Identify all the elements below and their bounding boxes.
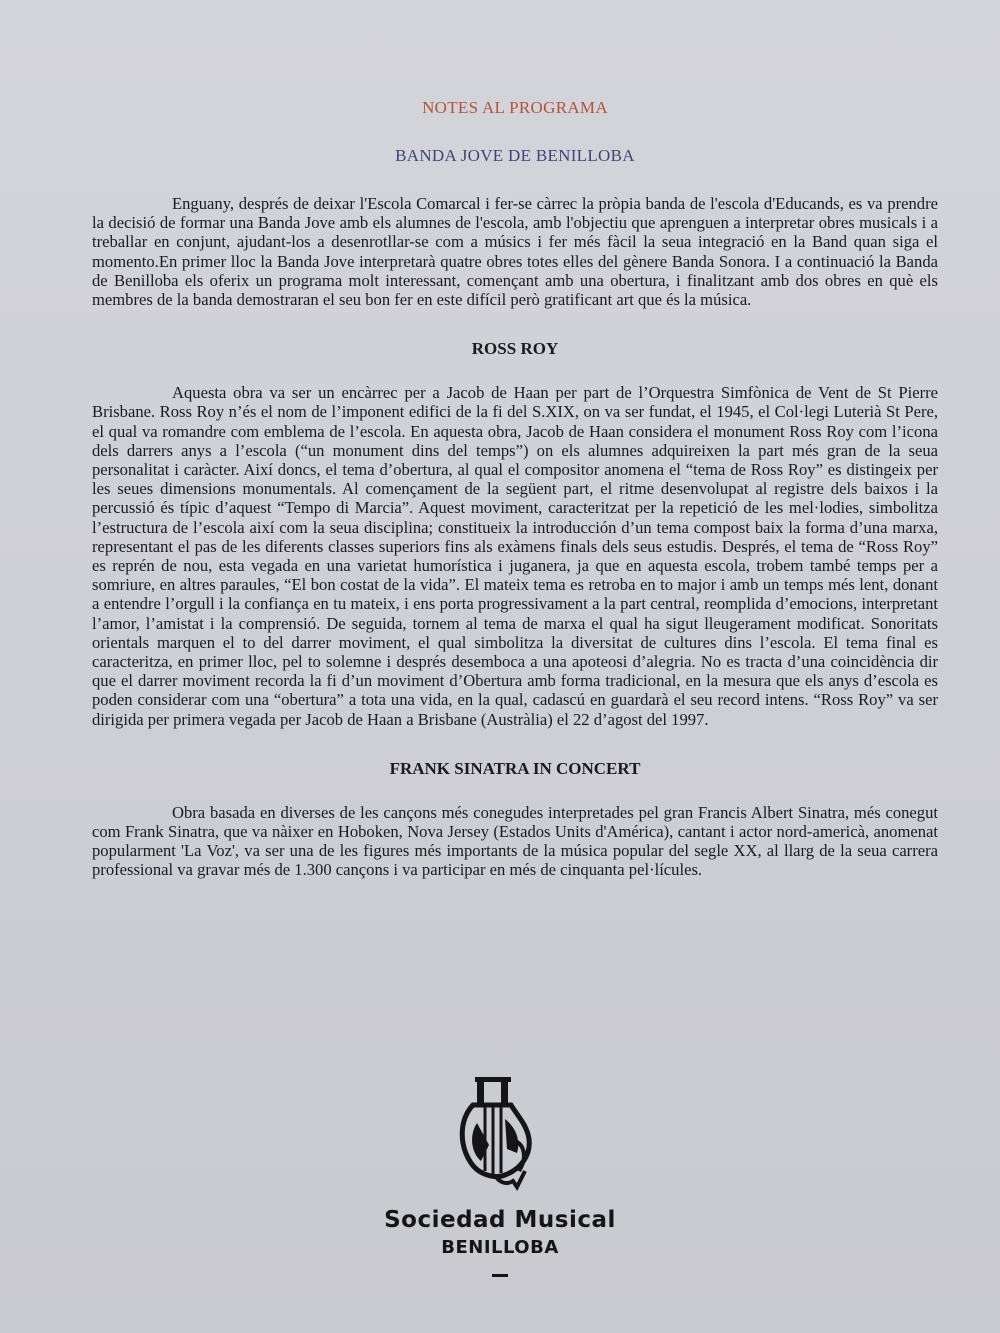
sinatra-paragraph: Obra basada en diverses de les cançons més conegudes interpretades pel gran Francis Albert Sinatra, més conegut com Frank Sinatra, que va nàixer en Hoboken, Nova Jersey (Estados Units d'América), cantant i actor nord-americà, anomenat popularment 'La Voz', va ser una de les figures més importants de la música popular del segle XX, al llarg de la seua carrera professional va gravar més de 1.300 cançons i va participar en més de cinquanta pel·lícules. [92,802,938,880]
lyre-emblem-icon [455,1075,545,1195]
society-town: BENILLOBA [441,1237,559,1258]
page-content [92,98,938,910]
society-logo [0,1075,1000,1277]
ross-roy-paragraph: Aquesta obra va ser un encàrrec per a Jacob de Haan per part de l’Orquestra Simfònica de Vent de St Pierre Brisbane. Ross Roy n’és el nom de l’imponent edifici de la fi del S.XIX, on va ser fundat, el 1945, el Col·legi Luterià St Pere, el qual va romandre com emblema de l’escola. En aquesta obra, Jacob de Haan considera el monument Ross Roy com l’icona dels darrers anys a l’escola (“un monument dins del temps”) on els alumnes adquireixen la part més gran de la seua personalitat i caràcter. Així doncs, el tema d’obertura, al qual el compositor anomena el “tema de Ross Roy” es distingeix per les seues dimensions monumentals. Al començament de la següent part, el ritme desenvolupat al registre dels baixos i la percussió és típic d’aquest “Tempo di Marcia”. Aquest moviment, caracteritzat per la repetició de les mel·lodies, simbolitza l’estructura de l’escola així com la seua disciplina; constitueix la introducción d’un tema compost baix la forma d’una marxa, representant el pas de les diferents classes superiors fins als exàmens finals dels seus estudis. Després, el tema de “Ross Roy” es reprén de nou, esta vegada en una varietat humorística i juganera, ja que en aquesta escola, trobem també temps per a somriure, en altres paraules, “El bon costat de la vida”. El mateix tema es retroba en to major i amb un temps més lent, donant a entendre l’orgull i la confiança en tu mateix, i ens porta progressivament a la part central, reomplida d’emocions, interpretant l’amor, l’amistat i la comprensió. De seguida, tornem al tema de marxa el qual ha sigut lleugerament modificat. Sonoritats orientals marquen el to del darrer moviment, el qual simbolitza la diversitat de cultures dins l’escola. El tema final es caracteritza, en primer lloc, pel to solemne i després desemboca a una apoteosi d’alegria. No es tracta d’una coincidència dir que el darrer moviment recorda la fi d’un moviment d’Obertura amb forma tradicional, en la mesura que els anys d’escola es poden considerar com una “obertura” a tota una vida, en la qual, cadascú en guardarà el seu record intens. “Ross Roy” va ser dirigida per primera vegada per Jacob de Haan a Brisbane (Austràlia) el 22 d’agost del 1997. [92,383,938,729]
notes-title: NOTES AL PROGRAMA [422,98,608,117]
logo-dash-divider [492,1274,508,1277]
band-title: BANDA JOVE DE BENILLOBA [395,146,635,165]
sinatra-title: FRANK SINATRA IN CONCERT [389,758,641,778]
ross-roy-title: ROSS ROY [471,339,559,359]
society-name: Sociedad Musical [384,1207,616,1233]
intro-paragraph: Enguany, després de deixar l'Escola Comarcal i fer-se càrrec la pròpia banda de l'escola d'Educands, es va prendre la decisió de formar una Banda Jove amb els alumnes de l'escola, amb l'objectiu que aprenguen a interpretar obres musicals i a treballar en conjunt, ajudant-los a desenrotllar-se com a músics i fer més fàcil la seua integració en la Band quan siga el momento.En primer lloc la Banda Jove interpretarà quatre obres totes elles del gènere Banda Sonora. I a continuació la Banda de Benilloba els oferix un programa molt interessant, començant amb una obertura, i finalitzant amb dos obres en què els membres de la banda demostraran el seu bon fer en este difícil però gratificant art que és la música. [92,194,938,310]
